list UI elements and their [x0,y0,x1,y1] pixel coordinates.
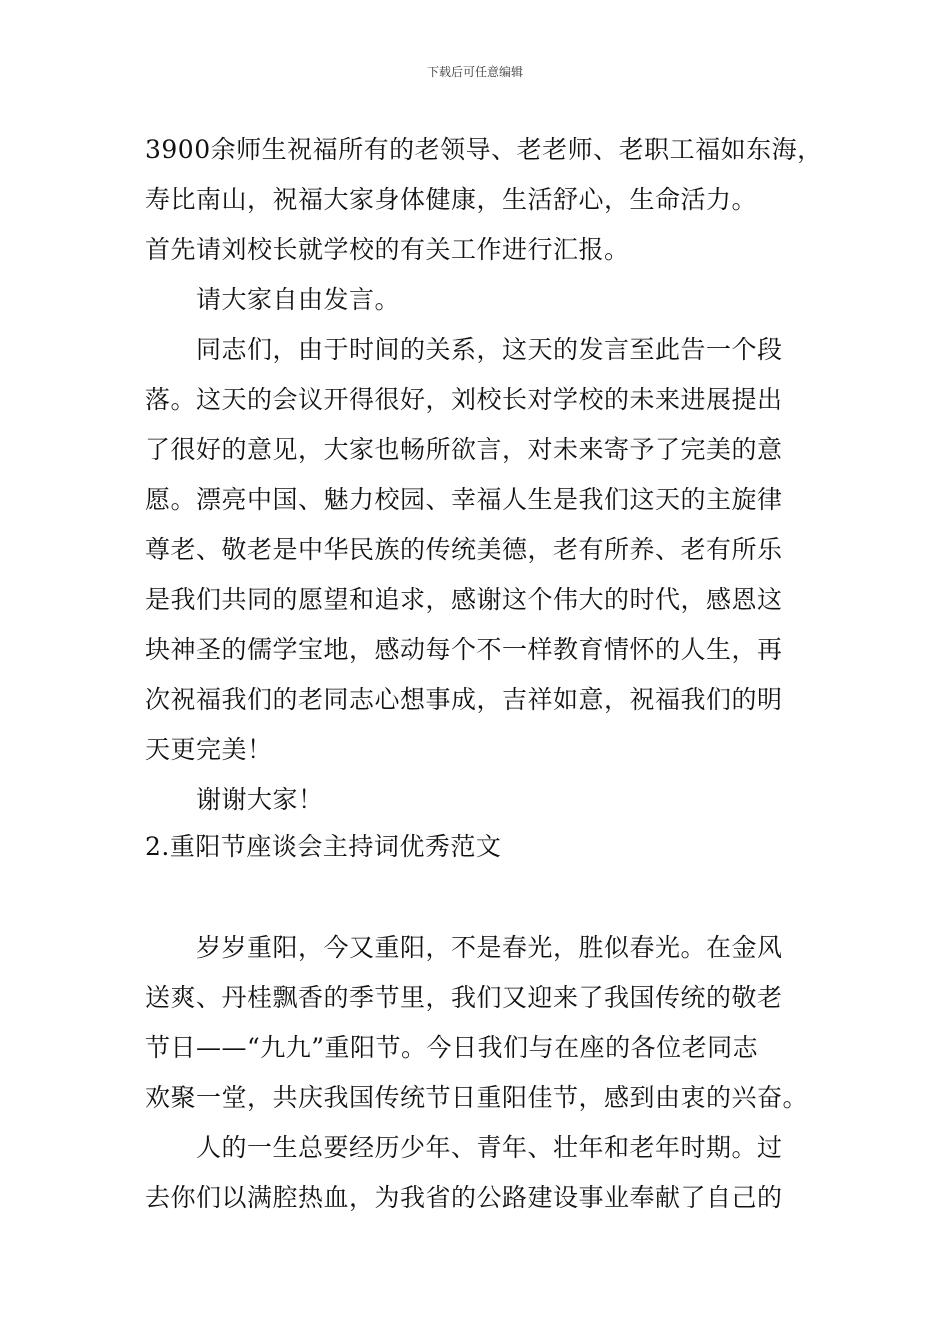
text-line: 岁岁重阳，今又重阳，不是春光，胜似春光。在金风 [196,933,783,962]
text-line: 是我们共同的愿望和追求，感谢这个伟大的时代，感恩这 [145,585,783,614]
text-line: 谢谢大家！ [196,785,324,814]
text-line: 尊老、敬老是中华民族的传统美德，老有所养、老有所乐 [145,535,783,564]
text-line: 请大家自由发言。 [196,285,401,314]
text-line: 送爽、丹桂飘香的季节里，我们又迎来了我国传统的敬老 [145,983,783,1012]
text-line: 欢聚一堂，共庆我国传统节日重阳佳节，感到由衷的兴奋。 [145,1083,809,1112]
text-line: 同志们，由于时间的关系，这天的发言至此告一个段 [196,335,783,364]
page-header: 下载后可任意编辑 [426,65,523,79]
text-line: 天更完美！ [145,735,273,764]
text-line: 了很好的意见，大家也畅所欲言，对未来寄予了完美的意 [145,435,783,464]
text-line: 愿。漂亮中国、魅力校园、幸福人生是我们这天的主旋律 [145,485,783,514]
section-heading: 2.重阳节座谈会主持词优秀范文 [145,832,502,861]
text-line: 节日——“九九”重阳节。今日我们与在座的各位老同志 [145,1033,759,1062]
text-line: 块神圣的儒学宝地，感动每个不一样教育情怀的人生，再 [145,635,783,664]
text-line: 次祝福我们的老同志心想事成，吉祥如意，祝福我们的明 [145,685,783,714]
text-line: 3900余师生祝福所有的老领导、老老师、老职工福如东海， [145,135,823,164]
text-line: 寿比南山，祝福大家身体健康，生活舒心，生命活力。 [145,185,758,214]
text-line: 首先请刘校长就学校的有关工作进行汇报。 [145,235,630,264]
text-line: 落。这天的会议开得很好，刘校长对学校的未来进展提出 [145,385,783,414]
text-line: 人的一生总要经历少年、青年、壮年和老年时期。过 [196,1133,783,1162]
text-line: 去你们以满腔热血，为我省的公路建设事业奉献了自己的 [145,1183,783,1212]
